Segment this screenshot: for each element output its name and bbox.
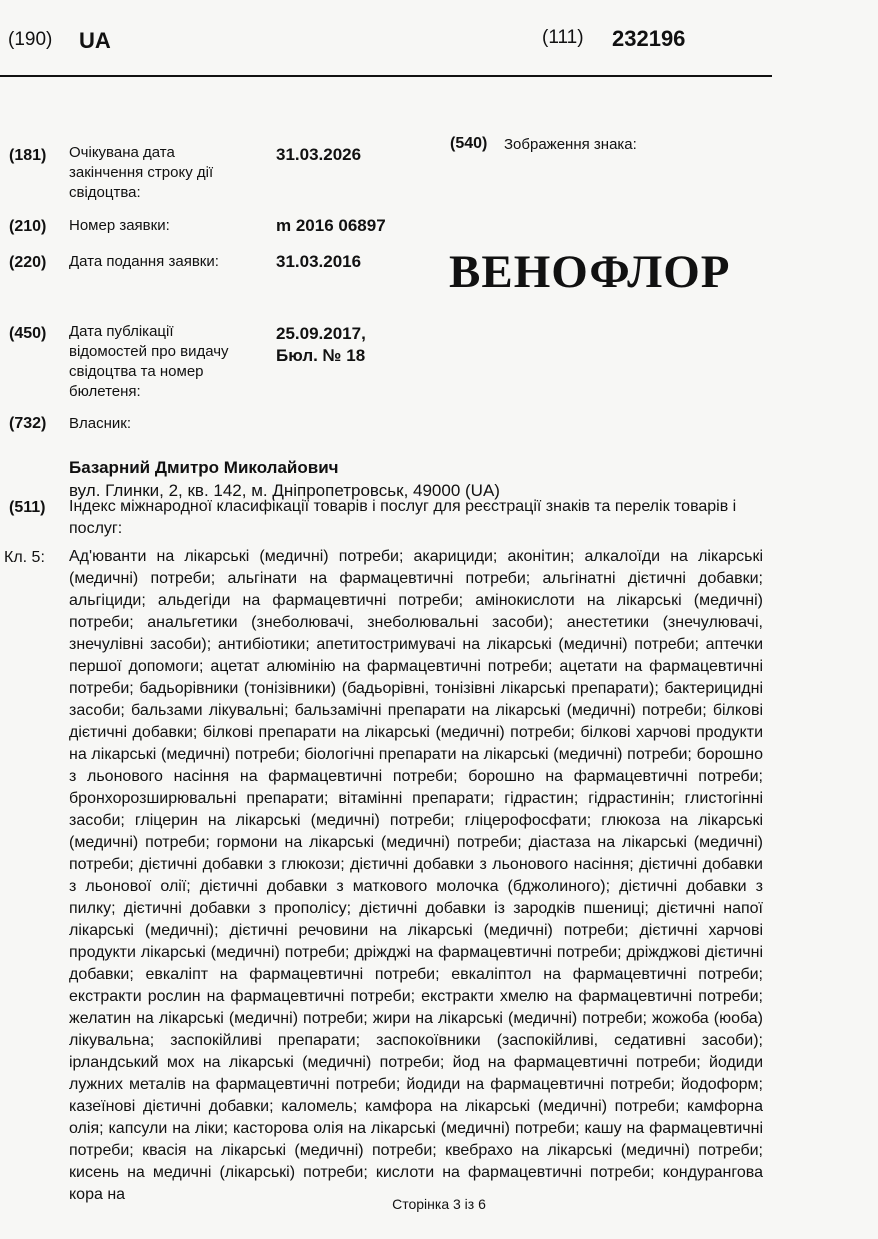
expiry-label: Очікувана дата закінчення строку дії свідоцтва: — [69, 144, 214, 201]
goods-list: Ад'юванти на лікарські (медичні) потреби; акарициди; аконітин; алкалоїди на лікарські (медичні) потреби; альгінати на фармацевтичні потреби; альгінатні дієтичні добавки; альгіциди; альдегіди на фармацевтичні потреби; амінокислоти на лікарські (медичні) потреби; анальгетики (знеболювачі, знеболювальні засоби); анестетики (знечулювачі, знечулівні засоби); антибіотики; апетитостримувачі на лікарські (медичні) потреби; аптечки першої допомоги; ацетат алюмінію на фармацевтичні потреби; ацетати на фармацевтичні потреби; бадьорівники (тонізівники) (бадьорівні, тонізівні лікарські препарати); бактерицидні засоби; бальзами лікувальні; бальзамічні препарати на лікарські (медичні) потреби; білкові дієтичні добавки; білкові препарати на лікарські (медичні) потреби; білкові харчові продукти на лікарські (медичні) потреби; біологічні препарати на лікарські (медичні) потреби; борошно з льонового насіння на фармацевтичні потреби; борошно на фармацевтичні потреби; бронхорозширювальні препарати; вітамінні препарати; гідрастин; гідрастинін; глистогінні засоби; гліцерин на лікарські (медичні) потреби; гліцерофосфати; глюкоза на лікарські (медичні) потреби; гормони на лікарські (медичні) потреби; діастаза на лікарські (медичні) потреби; дієтичні добавки з глюкози; дієтичні добавки з льонового насіння; дієтичні добавки з льонової олії; дієтичні добавки з маткового молочка (бджолиного); дієтичні добавки з пилку; дієтичні добавки з прополісу; дієтичні добавки із зародків пшениці; дієтичні напої лікарські (медичні); дієтичні речовини на лікарські (медичні) потреби; дієтичні харчові продукти лікарські (медичні) потреби; дріжджі на фармацевтичні потреби; дріжджові дієтичні добавки; евкаліпт на фармацевтичні потреби; евкаліптол на фармацевтичні потреби; екстракти рослин на фармацевтичні потреби; екстракти хмелю на фармацевтичні потреби; желатин на лікарські (медичні) потреби; жири на лікарські (медичні) потреби; жожоба (юоба) лікувальна; заспокійливі препарати; заспокоївники (заспокійливі, седативні засоби); ірландський мох на лікарські (медичні) потреби; йод на фармацевтичні потреби; йодиди лужних металів на фармацевтичні потреби; йодиди на фармацевтичні потреби; йодоформ; казеїнові дієтичні добавки; каломель; камфора на лікарські (медичні) потреби; камфорна олія; капсули на ліки; касторова олія на лікарські (медичні) потреби; кашу на фармацевтичні потреби; квасія на лікарські (медичні) потреби; квебрахо на лікарські (медичні) потреби; кисень на медичні (лікарські) потреби; кислоти на фармацевтичні потреби; кондурангова кора на — [69, 548, 763, 1203]
owner-name: Базарний Дмитро Миколайович — [69, 458, 339, 477]
class-code: Кл. 5: — [4, 549, 45, 566]
inid-code-190: (190) — [8, 29, 53, 50]
inid-code-220: (220) — [9, 254, 47, 271]
inid-code-450: (450) — [9, 325, 47, 342]
country-code: UA — [79, 28, 111, 53]
application-number: m 2016 06897 — [276, 216, 386, 235]
publication-label: Дата публікації відомостей про видачу свідоцтва та номер бюлетеня: — [69, 323, 229, 400]
nice-classification-label: Індекс міжнародної класифікації товарів і послуг для реєстрації знаків та перелік товарів і послуг: — [69, 498, 737, 537]
owner-label: Власник: — [69, 415, 131, 432]
inid-code-210: (210) — [9, 218, 47, 235]
owner-address: вул. Глинки, 2, кв. 142, м. Дніпропетровськ, 49000 (UA) — [69, 481, 500, 500]
document-header — [0, 22, 878, 62]
inid-code-511: (511) — [9, 499, 46, 516]
filing-date-label: Дата подання заявки: — [69, 253, 219, 270]
certificate-number: 232196 — [612, 26, 686, 51]
expiry-date: 31.03.2026 — [276, 145, 362, 164]
trademark-wordmark: ВЕНОФЛОР — [449, 246, 731, 298]
page-number: Сторінка 3 із 6 — [392, 1196, 486, 1212]
inid-code-540: (540) — [450, 135, 488, 152]
filing-date: 31.03.2016 — [276, 252, 362, 271]
application-number-label: Номер заявки: — [69, 217, 170, 234]
inid-code-111: (111) — [542, 27, 584, 48]
inid-code-181: (181) — [9, 147, 47, 164]
trademark-image-label: Зображення знака: — [504, 136, 637, 153]
inid-code-732: (732) — [9, 415, 47, 432]
header-divider — [0, 75, 772, 77]
bulletin-number: Бюл. № 18 — [276, 346, 366, 365]
publication-date: 25.09.2017, — [276, 324, 366, 343]
